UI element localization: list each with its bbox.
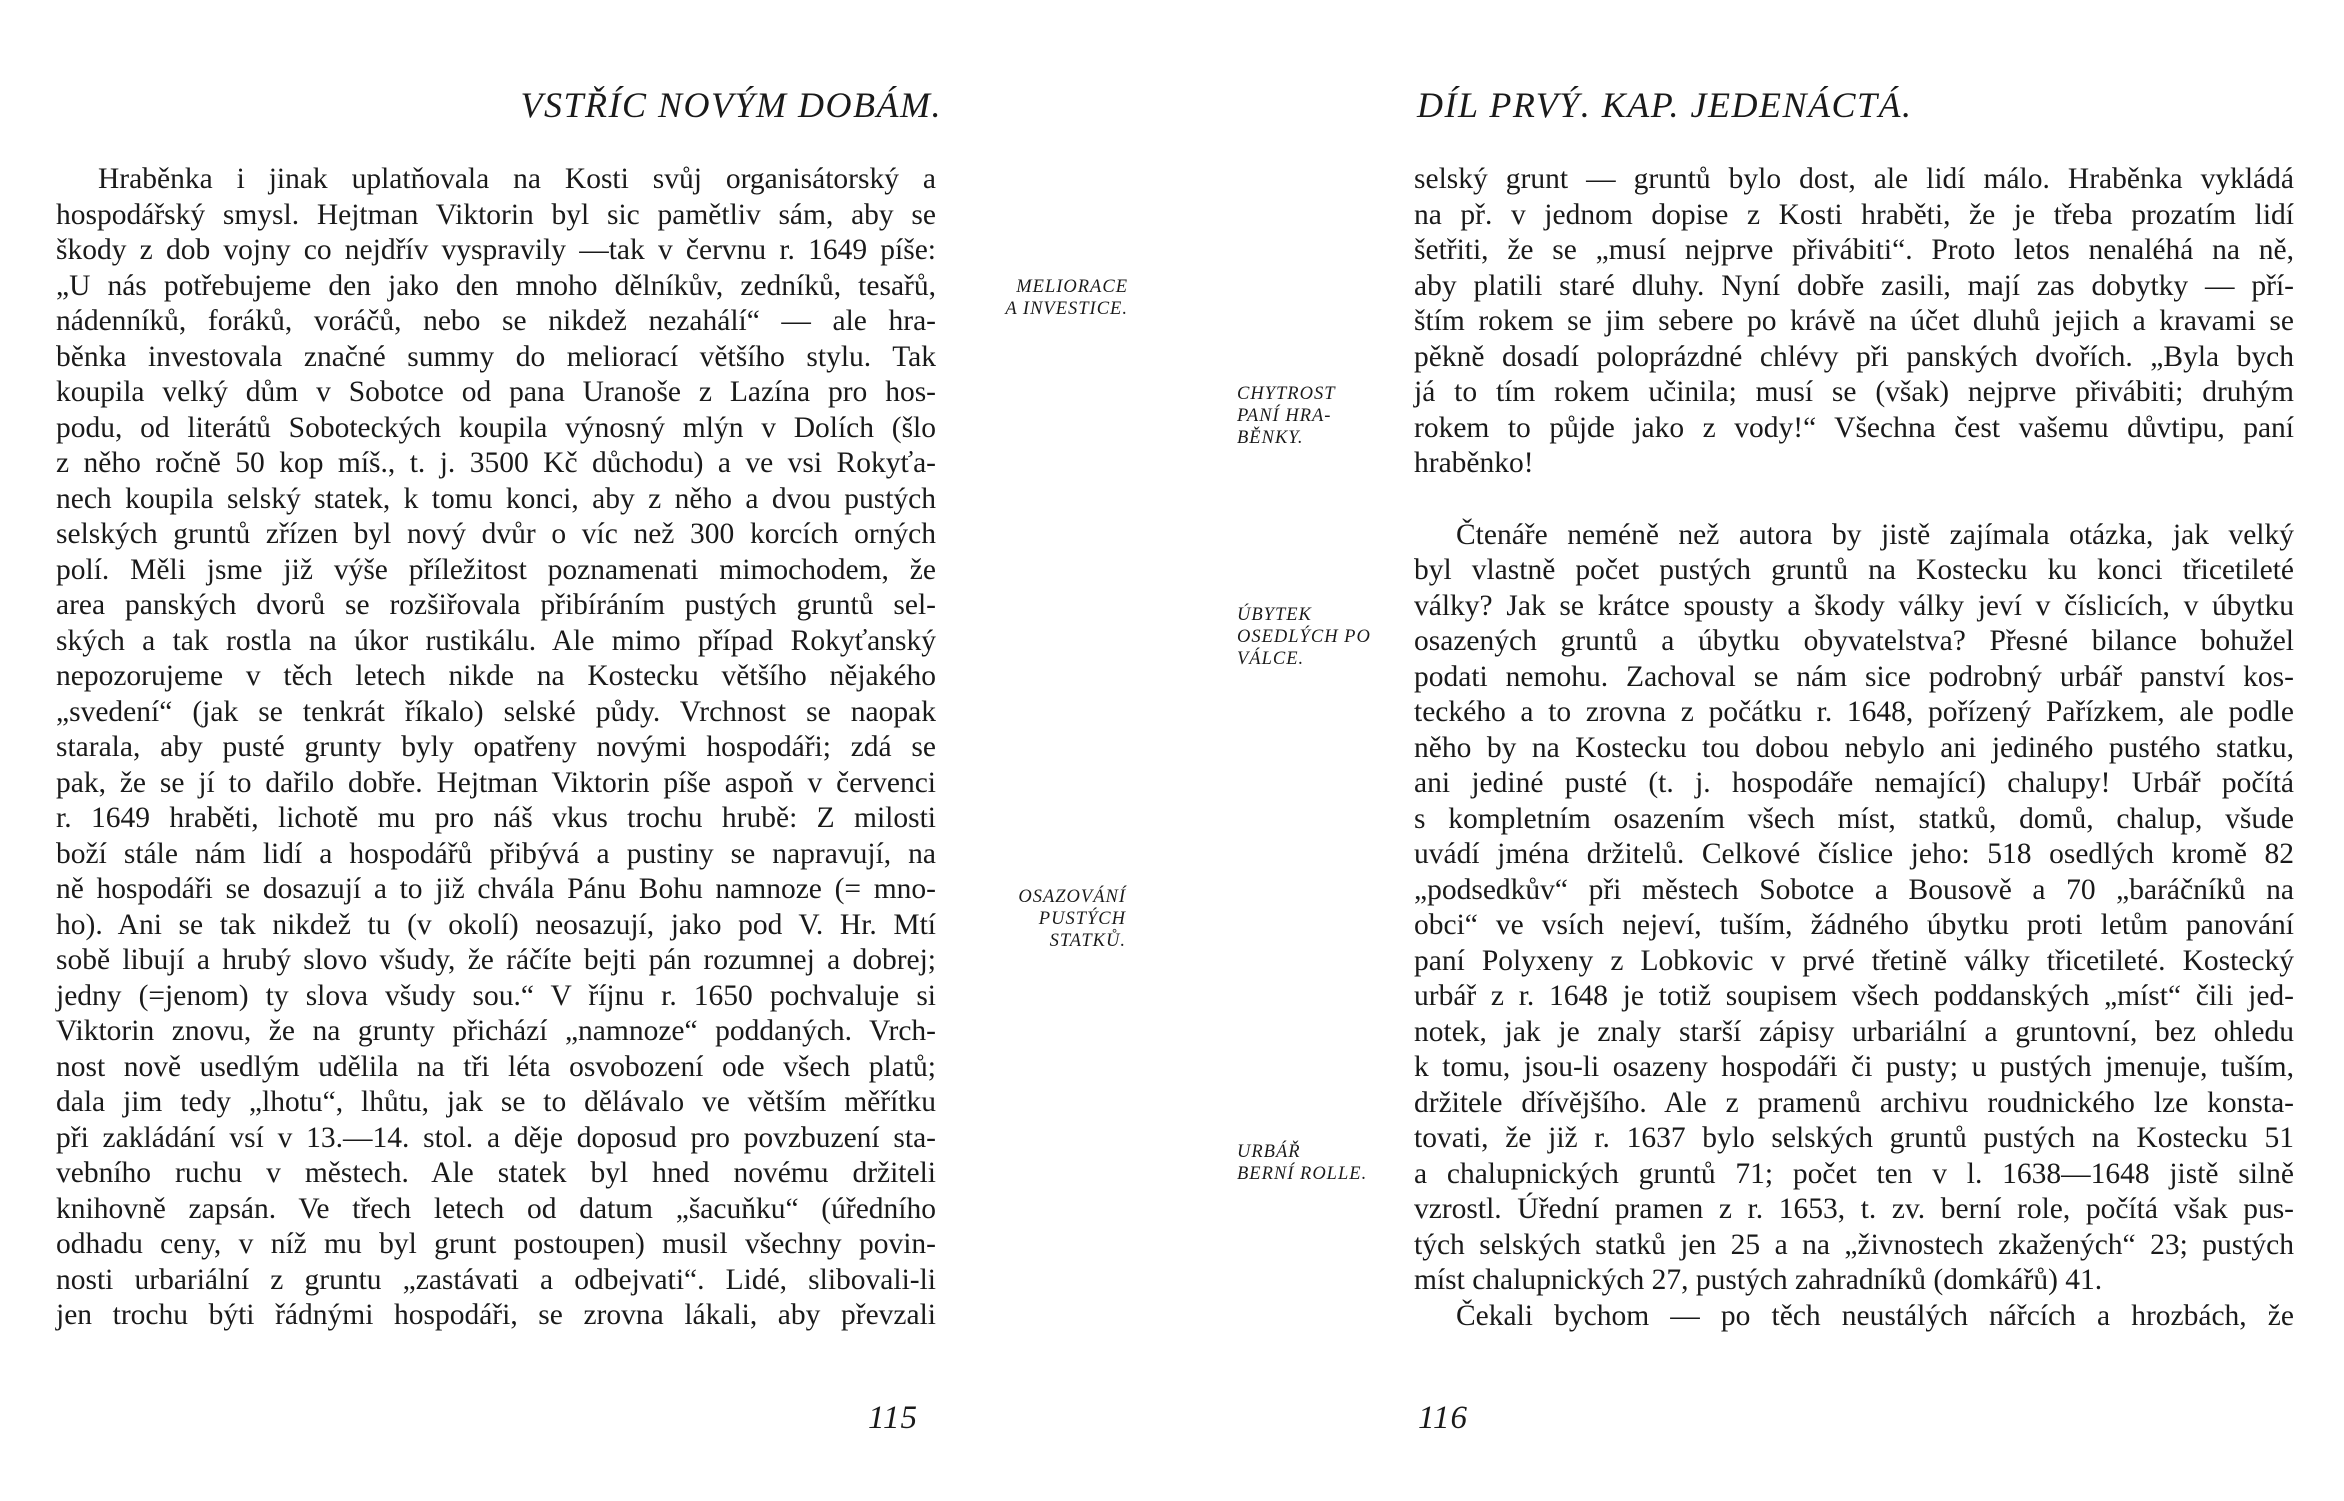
text-line: rokem to půjde jako z vody!“ Všechna čest vašemu důvtipu, paní xyxy=(1414,411,2294,444)
text-line: Čtenáře neméně než autora by jistě zajímala otázka, jak velký xyxy=(1456,518,2294,551)
text-line: uvádí jména držitelů. Celkové číslice jeho: 518 osedlých kromě 82 xyxy=(1414,838,2294,870)
text-line: vebního ruchu v městech. Ale statek byl hned novému držiteli xyxy=(56,1157,936,1189)
text-line: urbář z r. 1648 je totiž soupisem všech poddanských „míst“ čili jed- xyxy=(1414,980,2294,1012)
text-line: k tomu, jsou-li osazeny hospodáři či pusty; u pustých jmenuje, tuším, xyxy=(1414,1051,2294,1083)
text-line: něho by na Kostecku tou dobou nebylo ani jediného pustého statku, xyxy=(1414,731,2294,764)
margin-note-line: OSAZOVÁNÍ xyxy=(1018,887,1126,907)
margin-note-line: PUSTÝCH xyxy=(1038,909,1126,929)
margin-note-line: BERNÍ ROLLE. xyxy=(1237,1164,1368,1184)
text-line: obci“ ve vsích nejeví, tuším, žádného úbytku proti letům panování xyxy=(1414,909,2294,941)
text-line: nepozorujeme v těch letech nikde na Kostecku většího nějakého xyxy=(56,660,936,692)
text-line: na př. v jednom dopise z Kosti hraběti, že je třeba prozatím lidí xyxy=(1414,198,2294,231)
text-line: osazených gruntů a úbytku obyvatelstva? Přesné bilance bohužel xyxy=(1414,625,2294,657)
left-body-text xyxy=(56,162,936,1334)
text-line: vzrostl. Úřední pramen z r. 1653, t. zv. berní role, počítá však pus- xyxy=(1414,1193,2294,1225)
margin-note-urbar xyxy=(1237,1141,1367,1185)
text-line: při zakládání vsí v 13.—14. stol. a děje doposud pro povzbuzení sta- xyxy=(56,1121,936,1154)
text-line: Hraběnka i jinak uplatňovala na Kosti svůj organisátorský a xyxy=(98,163,936,195)
text-line: Viktorin znovu, že na grunty přichází „namnoze“ poddaných. Vrch- xyxy=(56,1015,936,1047)
text-line: nosti urbariální z gruntu „zastávati a odbejvati“. Lidé, slibovali-li xyxy=(56,1263,936,1296)
text-line: Čekali bychom — po těch neustálých nářcích a hrozbách, že xyxy=(1456,1299,2294,1332)
right-page xyxy=(1172,0,2344,1501)
text-line: jedny (=jenom) ty slova všudy sou.“ V říjnu r. 1650 pochvaluje si xyxy=(56,979,936,1012)
text-line: ani jediné pusté (t. j. hospodáře nemající) chalupy! Urbář počítá xyxy=(1414,767,2294,799)
margin-note-line: MELIORACE xyxy=(1016,277,1128,297)
text-line: sobě libují a hrubý slovo všudy, že ráčíte bejti pán rozumnej a dobrej; xyxy=(56,944,936,976)
text-line: paní Polyxeny z Lobkovic v prvé třetině války třicetileté. Kostecký xyxy=(1414,944,2294,977)
text-line: starala, aby pusté grunty byly opatřeny novými hospodáři; zdá se xyxy=(56,731,936,763)
page-number-left: 115 xyxy=(868,1400,919,1436)
margin-note-line: BĚNKY. xyxy=(1237,428,1304,448)
margin-note-line: VÁLCE. xyxy=(1237,649,1305,669)
text-line: teckého a to zrovna z počátku r. 1648, pořízený Pařízkem, ale podle xyxy=(1414,696,2294,728)
page-number-right: 116 xyxy=(1418,1400,1469,1436)
text-line: notek, jak je znaly starší zápisy urbariální a gruntovní, bez ohledu xyxy=(1414,1015,2294,1048)
margin-note-ubytek xyxy=(1237,604,1371,670)
text-line: hospodářský smysl. Hejtman Viktorin byl sic pamětliv sám, aby se xyxy=(56,198,936,231)
text-line: štím rokem se jim sebere po krávě na účet dluhů jejich a kravami se xyxy=(1414,305,2294,337)
text-line: boží stále nám lidí a hospodářů přibývá a pustiny se napravují, na xyxy=(56,837,936,870)
text-line: ských a tak rostla na úkor rustikálu. Ale mimo případ Rokyťanský xyxy=(56,624,936,657)
margin-note-line: OSEDLÝCH PO xyxy=(1237,627,1371,647)
paragraph-gap xyxy=(1414,482,2294,518)
margin-note-line: ÚBYTEK xyxy=(1237,605,1312,625)
margin-note-line: PANÍ HRA- xyxy=(1237,406,1332,426)
text-line: nech koupila selský statek, k tomu konci, aby z něho a dvou pustých xyxy=(56,482,936,515)
text-line: ně hospodáři se dosazují a to již chvála Pánu Bohu namnoze (= mno- xyxy=(56,873,936,905)
margin-note-osazovani xyxy=(1018,886,1126,952)
text-line: pěkně dosadí poloprázdné chlévy při panských dvořích. „Byla bych xyxy=(1414,340,2294,373)
text-line: dala jim tedy „lhotu“, lhůtu, jak se to dělávalo ve větším měřítku xyxy=(56,1086,936,1118)
text-line: koupila velký dům v Sobotce od pana Uranoše z Lazína pro hos- xyxy=(56,376,936,408)
text-line: běnka investovala značné summy do meliorací většího stylu. Tak xyxy=(56,340,936,373)
text-line: aby platili staré dluhy. Nyní dobře zasili, mají zas dobytky — pří- xyxy=(1414,269,2294,302)
text-line: knihovně zapsán. Ve třech letech od datum „šacuňku“ (úředního xyxy=(56,1192,936,1225)
text-line: jen trochu býti řádnými hospodáři, se zrovna lákali, aby převzali xyxy=(56,1299,936,1331)
text-line: nost nově usedlým udělila na tři léta osvobození ode všech platů; xyxy=(56,1050,936,1083)
text-line: byl vlastně počet pustých gruntů na Kostecku ku konci třicetileté xyxy=(1414,554,2294,586)
text-line: hraběnko! xyxy=(1414,447,1534,479)
running-header-right: DÍL PRVÝ. KAP. JEDENÁCTÁ. xyxy=(1417,85,1913,125)
text-line: tovati, že již r. 1637 bylo selských gruntů pustých na Kostecku 51 xyxy=(1414,1122,2294,1154)
text-line: držitele dřívějšího. Ale z pramenů archivu roudnického lze konsta- xyxy=(1414,1086,2294,1119)
right-body-text xyxy=(1414,162,2294,1334)
text-line: podati nemohu. Zachoval se nám sice podrobný urbář panství kos- xyxy=(1414,660,2294,693)
text-line: škody z dob vojny co nejdřív vyspravily —tak v červnu r. 1649 píše: xyxy=(56,234,936,266)
text-line: „svedení“ (jak se tenkrát říkalo) selské půdy. Vrchnost se naopak xyxy=(56,695,936,728)
margin-note-line: URBÁŘ xyxy=(1237,1142,1301,1162)
text-line: odhadu ceny, v níž mu byl grunt postoupen) musil všechny povin- xyxy=(56,1228,936,1260)
text-line: „podsedkův“ při městech Sobotce a Bousově a 70 „baráčníků na xyxy=(1414,873,2294,906)
text-line: pak, že se jí to dařilo dobře. Hejtman Viktorin píše aspoň v červenci xyxy=(56,766,936,799)
text-line: šetřiti, že se „musí nejprve přivábiti“. Proto letos nenaléhá na ně, xyxy=(1414,234,2294,266)
text-line: podu, od literátů Soboteckých koupila výnosný mlýn v Dolích (šlo xyxy=(56,411,936,444)
text-line: selských gruntů zřízen byl nový dvůr o víc než 300 korcích orných xyxy=(56,518,936,550)
running-header-left: VSTŘÍC NOVÝM DOBÁM. xyxy=(520,85,942,125)
text-line: z něho ročně 50 kop míš., t. j. 3500 Kč důchodu) a ve vsi Rokyťa- xyxy=(56,447,936,479)
text-line: selský grunt — gruntů bylo dost, ale lidí málo. Hraběnka vykládá xyxy=(1414,163,2294,195)
text-line: tých selských statků jen 25 a na „živnostech zkažených“ 23; pustých xyxy=(1414,1228,2294,1261)
text-line: já to tím rokem učinila; musí se (však) nejprve přivábiti; druhým xyxy=(1414,376,2294,408)
margin-note-chytrost xyxy=(1237,383,1335,449)
text-line: r. 1649 hraběti, lichotě mu pro náš vkus trochu hrubě: Z milosti xyxy=(56,802,936,834)
text-line: s kompletním osazením všech míst, statků, domů, chalup, všude xyxy=(1414,802,2294,835)
text-line: války? Jak se krátce spousty a škody války jeví v číslicích, v úbytku xyxy=(1414,589,2294,622)
text-line: area panských dvorů se rozšiřovala přibíráním pustých gruntů sel- xyxy=(56,589,936,621)
text-line: míst chalupnických 27, pustých zahradníků (domkářů) 41. xyxy=(1414,1264,2103,1296)
text-line: ho). Ani se tak nikdež tu (v okolí) neosazují, jako pod V. Hr. Mtí xyxy=(56,908,936,941)
margin-note-meliorace xyxy=(1005,276,1128,320)
margin-note-line: A INVESTICE. xyxy=(1005,299,1128,319)
text-line: polí. Měli jsme již výše příležitost poznamenati mimochodem, že xyxy=(56,553,936,586)
margin-note-line: STATKŮ. xyxy=(1049,931,1126,951)
text-line: a chalupnických gruntů 71; počet ten v l. 1638—1648 jistě silně xyxy=(1414,1157,2294,1190)
text-line: „U nás potřebujeme den jako den mnoho dělníkův, zedníků, tesařů, xyxy=(56,269,936,302)
margin-note-line: CHYTROST xyxy=(1237,384,1336,404)
text-line: nádenníků, foráků, voráčů, nebo se nikdež nezahálí“ — ale hra- xyxy=(56,305,936,337)
